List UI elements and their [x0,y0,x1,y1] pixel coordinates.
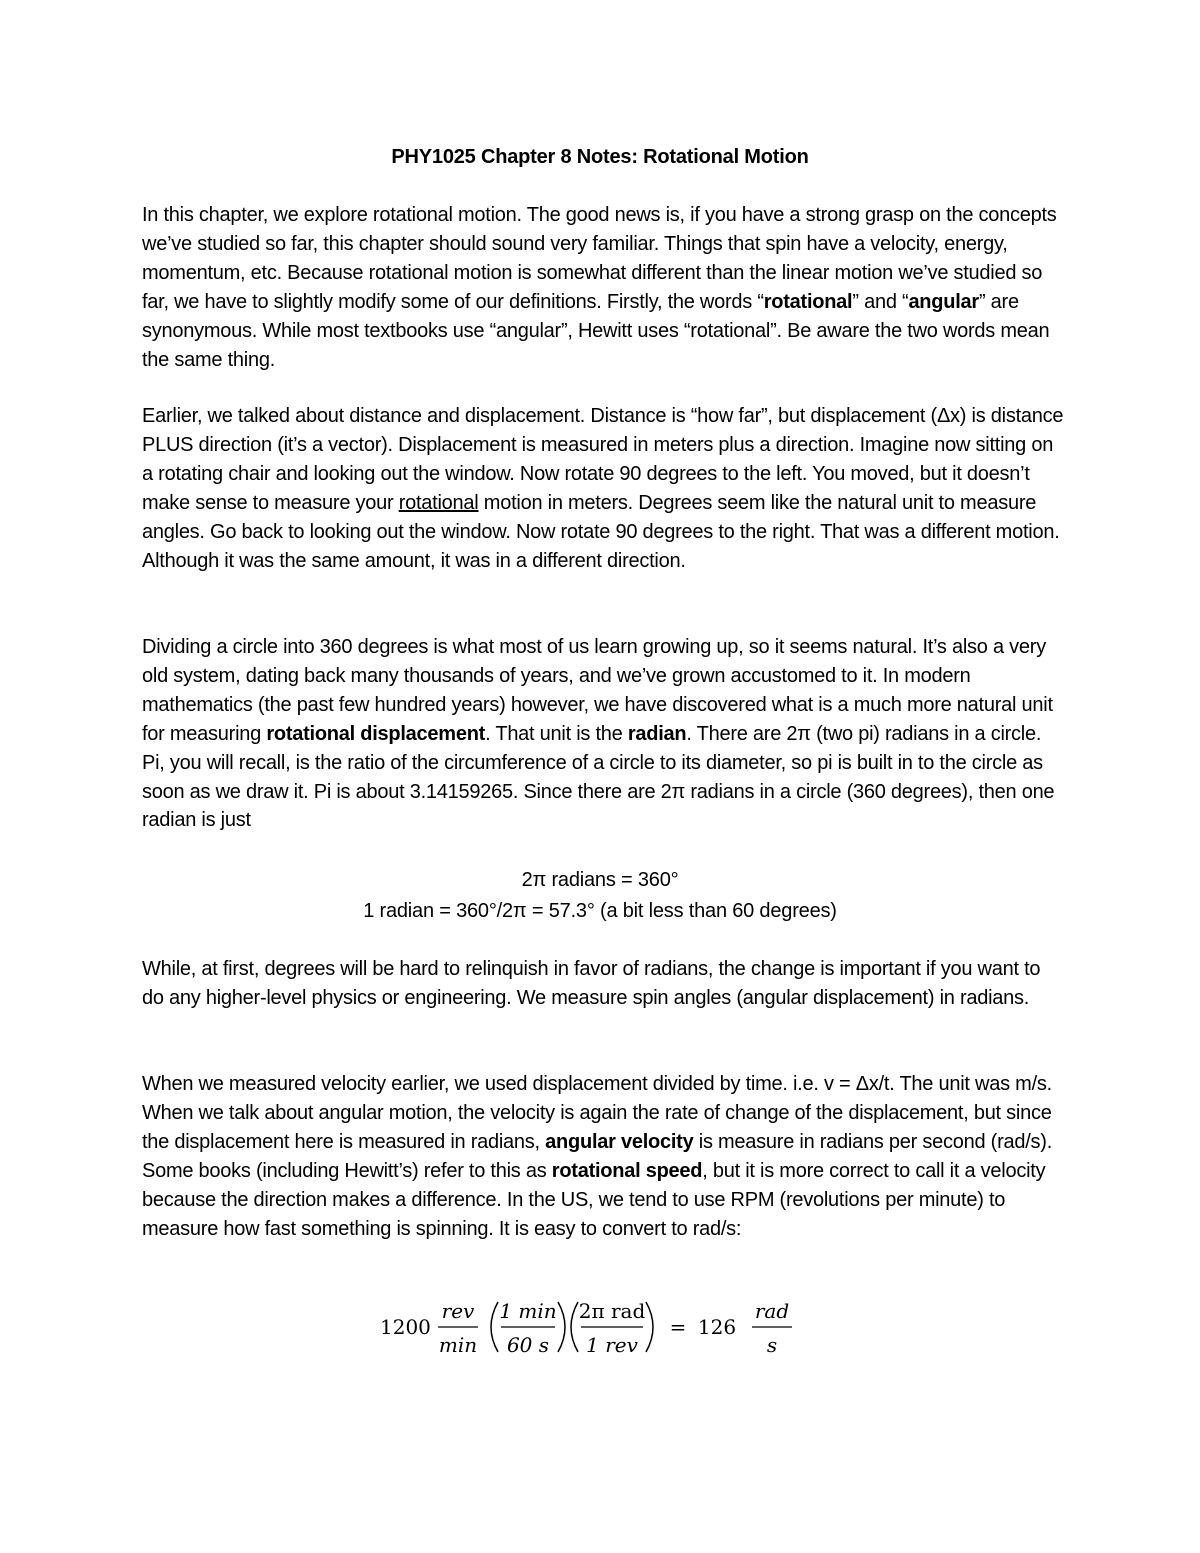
text-run: ” and “ [852,290,909,313]
right-paren [558,1302,565,1352]
equals-sign: = [669,1315,687,1339]
text-run: When we measured velocity earlier, we used displacement divided by time. i.e. v = Δx/t. The unit was m/s. When we talk about angular motion, the velocity is again the rate of change of the displacement, but since the displacement here is measured in radians, [142,1073,1052,1153]
paragraph-radians [142,633,1067,835]
text-run: Earlier, we talked about distance and displacement. Distance is “how far”, but displacement (Δx) is distance PLUS direction (it’s a vector). Displacement is measured in meters plus a direction. Imagine now sitting on a rotating chair and looking out the window. Now rotate 90 degrees to the left. You moved, but it doesn’t make sense to measure your [142,405,1064,514]
fraction-numerator: rad [754,1299,790,1323]
fraction-denominator: 60 s [506,1333,550,1357]
text-run: ” are synonymous. While most textbooks use “angular”, Hewitt uses “rotational”. Be aware the two words mean the same thing. [142,290,1050,371]
text-run: . That unit is the [485,722,628,745]
fraction-numerator: 2π rad [578,1299,646,1323]
equation-2pi-radians: 2π radians = 360° [521,869,679,891]
conversion-result-value: 126 [697,1315,737,1339]
bold-term-angular: angular [908,290,979,313]
bold-term-rotational-displacement: rotational displacement [266,722,486,745]
conversion-formula [380,1290,820,1370]
bold-term-rotational: rotational [763,290,853,313]
equation-one-radian: 1 radian = 360°/2π = 57.3° (a bit less than 60 degrees) [363,900,837,922]
rpm-conversion-equation [0,1290,1200,1370]
paragraph-displacement [142,402,1067,575]
page-title: PHY1025 Chapter 8 Notes: Rotational Motion [391,146,809,168]
text-run: is measure in radians per second (rad/s). Some books (including Hewitt’s) refer to this as [142,1130,1053,1182]
bold-term-radian: radian [627,722,687,745]
text-run: In this chapter, we explore rotational motion. The good news is, if you have a strong grasp on the concepts we’ve studied so far, this chapter should sound very familiar. Things that spin have a velocity, energy, momentum, etc. Because rotational motion is somewhat different than the linear motion we’ve studied so far, we have to slightly modify some of our definitions. Firstly, the words “ [142,204,1057,313]
left-paren [571,1302,578,1352]
underlined-term-rotational: rotational [398,491,479,514]
text-run: motion in meters. Degrees seem like the natural unit to measure angles. Go back to looking out the window. Now rotate 90 degrees to the right. That was a different motion. Although it was the same amount, it was in a different direction. [142,491,1060,572]
paragraph-higher-level: While, at first, degrees will be hard to relinquish in favor of radians, the change is important if you want to do any higher-level physics or engineering. We measure spin angles (angular displacement) in radians. [142,958,1041,1009]
fraction-denominator: min [438,1333,478,1357]
text-run: Dividing a circle into 360 degrees is what most of us learn growing up, so it seems natural. It’s also a very old system, dating back many thousands of years, and we’ve grown accustomed to it. In modern mathematics (the past few hundred years) however, we have discovered what is a much more natural unit for measuring [142,636,1053,745]
fraction-denominator: 1 rev [586,1333,638,1357]
paragraph-angular-velocity [142,1070,1067,1243]
fraction-numerator: rev [441,1299,475,1323]
right-paren [646,1302,653,1352]
text-run: , but it is more correct to call it a velocity because the direction makes a difference. In the US, we tend to use RPM (revolutions per minute) to measure how fast something is spinning. It is easy to convert to rad/s: [142,1159,1046,1240]
left-paren [491,1302,498,1352]
paragraph-intro [142,201,1067,374]
bold-term-rotational-speed: rotational speed [551,1159,703,1182]
bold-term-angular-velocity: angular velocity [545,1130,694,1153]
text-run: . There are 2π (two pi) radians in a circle. Pi, you will recall, is the ratio of the circumference of a circle to its diameter, so pi is built in to the circle as soon as we draw it. Pi is about 3.14159265. Since there are 2π radians in a circle (360 degrees), then one radian is just [142,722,1055,832]
fraction-denominator: s [766,1333,778,1357]
fraction-numerator: 1 min [499,1299,557,1323]
conversion-lead-value: 1200 [380,1315,431,1339]
